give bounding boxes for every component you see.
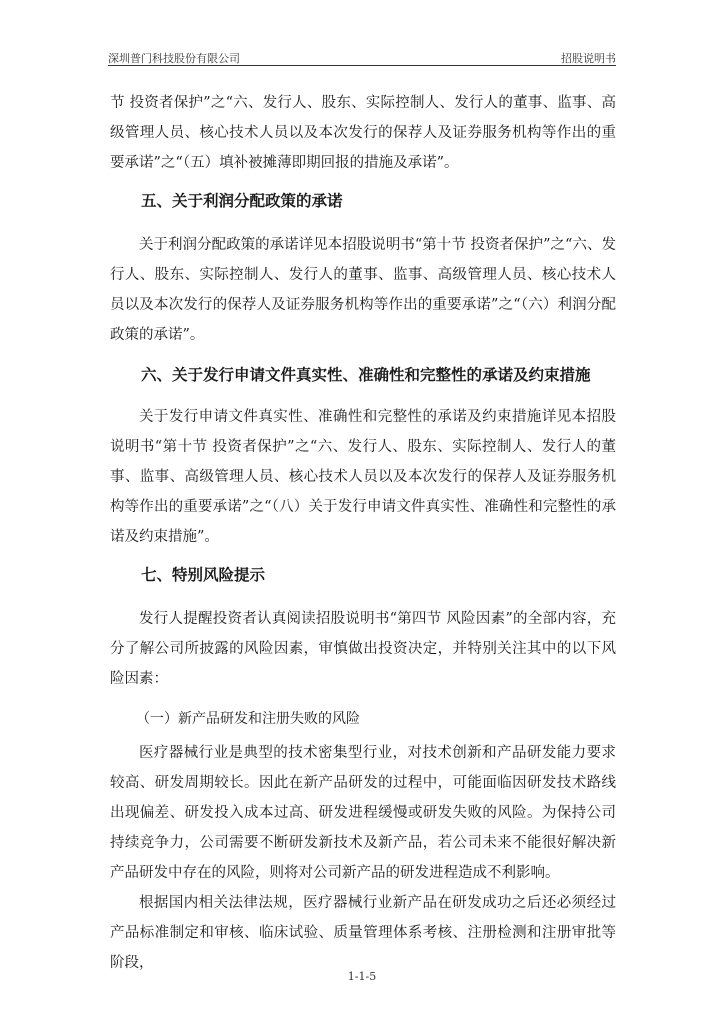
heading-section-5: 五、关于利润分配政策的承诺: [141, 192, 343, 210]
paragraph-section-5: 关于利润分配政策的承诺详见本招股说明书“第十节 投资者保护”之“六、发行人、股东、实际控制人、发行人的董事、监事、高级管理人员、核心技术人员以及本次发行的保荐人及证券服务机构等作出的重要承诺”之“（六）利润分配政策的承诺”。: [110, 237, 616, 343]
paragraph-section-7: 发行人提醒投资者认真阅读招股说明书“第四节 风险因素”的全部内容，充分了解公司所披露的风险因素，审慎做出投资决定，并特别关注其中的以下风险因素：: [110, 611, 616, 687]
page-header: [108, 47, 616, 66]
document-body: [110, 88, 616, 978]
header-document-type: 招股说明书: [561, 52, 616, 65]
heading-section-6: 六、关于发行申请文件真实性、准确性和完整性的承诺及约束措施: [141, 366, 591, 384]
header-company-name: 深圳普门科技股份有限公司: [108, 52, 240, 65]
paragraph-section-6: 关于发行申请文件真实性、准确性和完整性的承诺及约束措施详见本招股说明书“第十节 投资者保护”之“六、发行人、股东、实际控制人、发行人的董事、监事、高级管理人员、核心技术人员以及本次发行的保荐人及证券服务机构等作出的重要承诺”之“（八）关于发行申请文件真实性、准确性和完整性的承诺及约束措施”。: [110, 409, 616, 545]
page-number: 1-1-5: [347, 970, 377, 983]
paragraph-subsection-7-1-a: 医疗器械行业是典型的技术密集型行业，对技术创新和产品研发能力要求较高、研发周期较长。因此在新产品研发的过程中，可能面临因研发技术路线出现偏差、研发投入成本过高、研发进程缓慢或研发失败的风险。为保持公司持续竞争力，公司需要不断研发新技术及新产品，若公司未来不能很好解决新产品研发中存在的风险，则将对公司新产品的研发进程造成不利影响。: [110, 745, 616, 881]
heading-section-7: 七、特别风险提示: [141, 566, 266, 584]
heading-subsection-7-1: （一）新产品研发和注册失败的风险: [136, 711, 360, 727]
paragraph-intro: 节 投资者保护”之“六、发行人、股东、实际控制人、发行人的董事、监事、高级管理人员、核心技术人员以及本次发行的保荐人及证券服务机构等作出的重要承诺”之“（五）填补被摊薄即期回报的措施及承诺”。: [110, 95, 616, 171]
paragraph-subsection-7-1-b: 根据国内相关法律法规，医疗器械行业新产品在研发成功之后还必须经过产品标准制定和审核、临床试验、质量管理体系考核、注册检测和注册审批等阶段，: [110, 895, 616, 971]
